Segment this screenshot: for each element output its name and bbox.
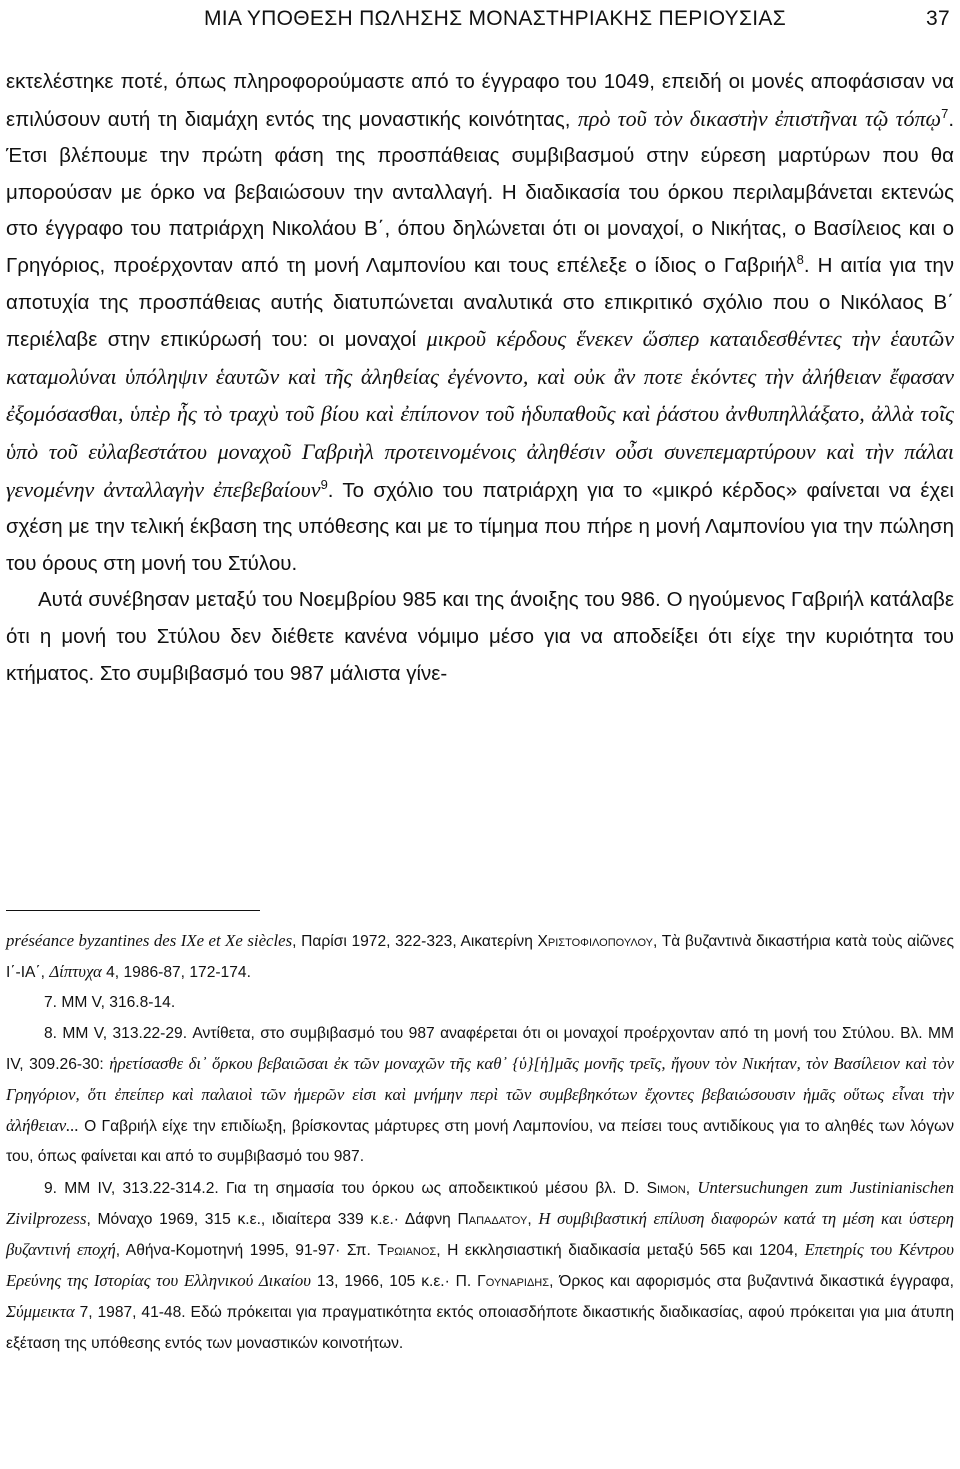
fc-e: Δίπτυχα <box>49 962 102 982</box>
fn9-c: , <box>685 1179 698 1197</box>
running-title: ΜΙΑ ΥΠΟΘΕΣΗ ΠΩΛΗΣΗΣ ΜΟΝΑΣΤΗΡΙΑΚΗΣ ΠΕΡΙΟΥΣΙΑΣ <box>204 7 786 30</box>
fn9-b: Simon <box>646 1179 686 1197</box>
fn9-q: 7, 1987, 41-48. Εδώ πρόκειται για πραγματικότητα εκτός οποιασδήποτε δικαστικής διαδικασίας, αφού πρόκειται για μια άτυπη εξέταση της υπόθεσης εντός των μοναστικών κοινοτήτων. <box>6 1304 954 1352</box>
fn9-g: , <box>527 1210 539 1228</box>
p1-text-a: εκτελέστηκε ποτέ, όπως πληροφορούμαστε από το έγγραφο του 1049, επειδή οι μονές αποφάσισαν να επιλύσουν αυτή τη διαμάχη εντός της μοναστικής κοινότητας, <box>6 70 954 131</box>
p1-text-f: . Το σχόλιο του πατριάρχη για το «μικρό κέρδος» φαίνεται να έχει σχέση με την τελική έκβαση της υπόθεσης και με το τίμημα που πήρε η μονή Λαμπονίου για την πώληση του όρους στη μονή του Στύλου. <box>6 478 954 575</box>
fn9-n: Γουναριδης <box>477 1273 550 1291</box>
fc-a: préséance byzantines des IXe et Xe siècles <box>6 931 293 950</box>
footnote-7: 7. MM V, 316.8-14. <box>44 994 176 1012</box>
fc-c: Χριστοφιλοπουλου <box>537 933 654 950</box>
p1-quote-e: μικροῦ κέρδους ἕνεκεν ὥσπερ καταιδεσθέντες τὴν ἑαυτῶν καταμολύναι ὑπόληψιν ἑαυτῶν καὶ τῆς ἀληθείας ἐγένοντο, καὶ οὐκ ἂν ποτε ἑκόντες τὴν ἀλήθειαν ἔφασαν ἐξομόσασθαι, ὑπὲρ ἧς τὸ τραχὺ τοῦ βίου καὶ ἐπίπονον τοῦ ἡδυπαθοῦς καὶ ῥάστου ἀνθυπηλλάξατο, ἀλλὰ τοῖς ὑπὸ τοῦ εὐλαβεστάτου μοναχοῦ Γαβριὴλ προτεινομένοις ἀληθέσιν οὖσι συνεπεμαρτύρουν καὶ τὴν πάλαι γενομένην ἀνταλλαγὴν ἐπεβεβαίουν <box>6 326 954 502</box>
fc-f: 4, 1986-87, 172-174. <box>101 964 251 982</box>
footnote-9 <box>6 1173 954 1359</box>
footnote-ref-8: 8 <box>796 252 804 268</box>
fn9-k: , Η εκκλησιαστική διαδικασία μεταξύ 565 και 1204, <box>436 1242 805 1260</box>
running-header <box>64 4 950 34</box>
footnotes <box>6 926 954 1359</box>
fn9-d: Untersuchungen zum Justinianischen Zivilprozess <box>6 1177 954 1228</box>
fn9-j: Τρωιανος <box>377 1242 437 1260</box>
p1-quote-b: πρὸ τοῦ τὸν δικαστὴν ἐπιστῆναι τῷ τόπῳ <box>577 105 942 131</box>
main-text <box>6 64 954 692</box>
footnote-divider <box>6 910 260 911</box>
fn9-m: 13, 1966, 105 κ.ε.· Π. <box>310 1273 478 1291</box>
fn9-p: Σύμμεικτα <box>6 1302 75 1322</box>
fc-b: , Παρίσι 1972, 322-323, Αικατερίνη <box>292 933 538 950</box>
fn9-h: Η συμβιβαστική επίλυση διαφορών κατά τη μέση και ύστερη βυζαντινή εποχή <box>6 1208 954 1260</box>
footnote-8 <box>6 1019 954 1173</box>
fc-d: , Τὰ βυζαντινὰ δικαστήρια κατὰ τοὺς αἰῶνες Ι΄-ΙΑ΄, <box>6 933 954 982</box>
fn8-a: 8. MM V, 313.22-29. Αντίθετα, στο συμβιβασμό του 987 αναφέρεται ότι οι μοναχοί προέρχονταν από τη μονή του Στύλου. Βλ. MM IV, 309.26-30: <box>6 1024 954 1073</box>
fn9-i: , Αθήνα-Κομοτηνή 1995, 91-97· Σπ. <box>115 1242 378 1260</box>
fn9-f: Παπαδατου <box>457 1210 528 1228</box>
footnote-ref-7: 7 <box>941 105 949 121</box>
fn9-o: , Όρκος και αφορισμός στα βυζαντινά δικαστικά έγγραφα, <box>549 1273 954 1291</box>
fn9-l: Επετηρίς του Κέντρου Ερεύνης της Ιστορίας του Ελληνικού Δικαίου <box>6 1240 954 1291</box>
fn9-e: , Μόναχο 1969, 315 κ.ε., ιδιαίτερα 339 κ.ε.· Δάφνη <box>86 1210 458 1228</box>
page-number: 37 <box>926 7 950 30</box>
paragraph-1 <box>6 64 954 582</box>
p1-text-d: . Η αιτία για την αποτυχία της προσπάθειας αυτής διατυπώνεται αναλυτικά στο επικριτικό σχόλιο που ο Νικόλαος Β΄ περιέλαβε στην επικύρωσή του: οι μοναχοί <box>6 253 954 352</box>
paragraph-2: Αυτά συνέβησαν μεταξύ του Νοεμβρίου 985 και της άνοιξης του 986. Ο ηγούμενος Γαβριήλ κατάλαβε ότι η μονή του Στύλου δεν διέθετε κανένα νόμιμο μέσο για να αποδείξει ότι είχε την κυριότητα του κτήματος. Στο συμβιβασμό του 987 μάλιστα γίνε- <box>6 588 954 685</box>
p1-text-c: . Έτσι βλέπουμε την πρώτη φάση της προσπάθειας συμβιβασμού στην εύρεση μαρτύρων που θα μπορούσαν με όρκο να βεβαιώσουν την ανταλλαγή. Η διαδικασία του όρκου περιλαμβάνεται εκτενώς στο έγγραφο του πατριάρχη Νικολάου Β΄, όπου δηλώνεται ότι οι μοναχοί, ο Νικήτας, ο Βασίλειος και ο Γρηγόριος, προέρχονταν από τη μονή Λαμπονίου και τους επέλεξε ο ίδιος ο Γαβριήλ <box>6 107 955 277</box>
fn8-b: ἡρετίσασθε δι᾽ ὅρκου βεβαιῶσαι ἐκ τῶν μοναχῶν τῆς καθ᾽ {ὑ}[ἡ]μᾶς μονῆς τρεῖς, ἤγουν τὸν Νικήταν, τὸν Βασίλειον καὶ τὸν Γρηγόριον, ὅτι ἐπείπερ καὶ παλαιοὶ τῶν ἡμερῶν εἰσι καὶ μνήμην περὶ τῶν συμβεβηκότων ἔχοντες βεβαιώσουσιν ἡμᾶς οὕτως εἶναι τὴν ἀλήθειαν... <box>6 1053 954 1136</box>
footnote-ref-9: 9 <box>320 476 328 492</box>
fn8-c: Ο Γαβριήλ είχε την επιδίωξη, βρίσκοντας μάρτυρες στη μονή Λαμπονίου, να πείσει τους αντιδίκους για το αληθές των λόγων του, όπως φαίνεται και από το συμβιβασμό του 987. <box>6 1118 954 1166</box>
footnote-continuation <box>6 926 954 988</box>
fn9-a: 9. MM IV, 313.22-314.2. Για τη σημασία του όρκου ως αποδεικτικού μέσου βλ. D. <box>44 1179 647 1197</box>
